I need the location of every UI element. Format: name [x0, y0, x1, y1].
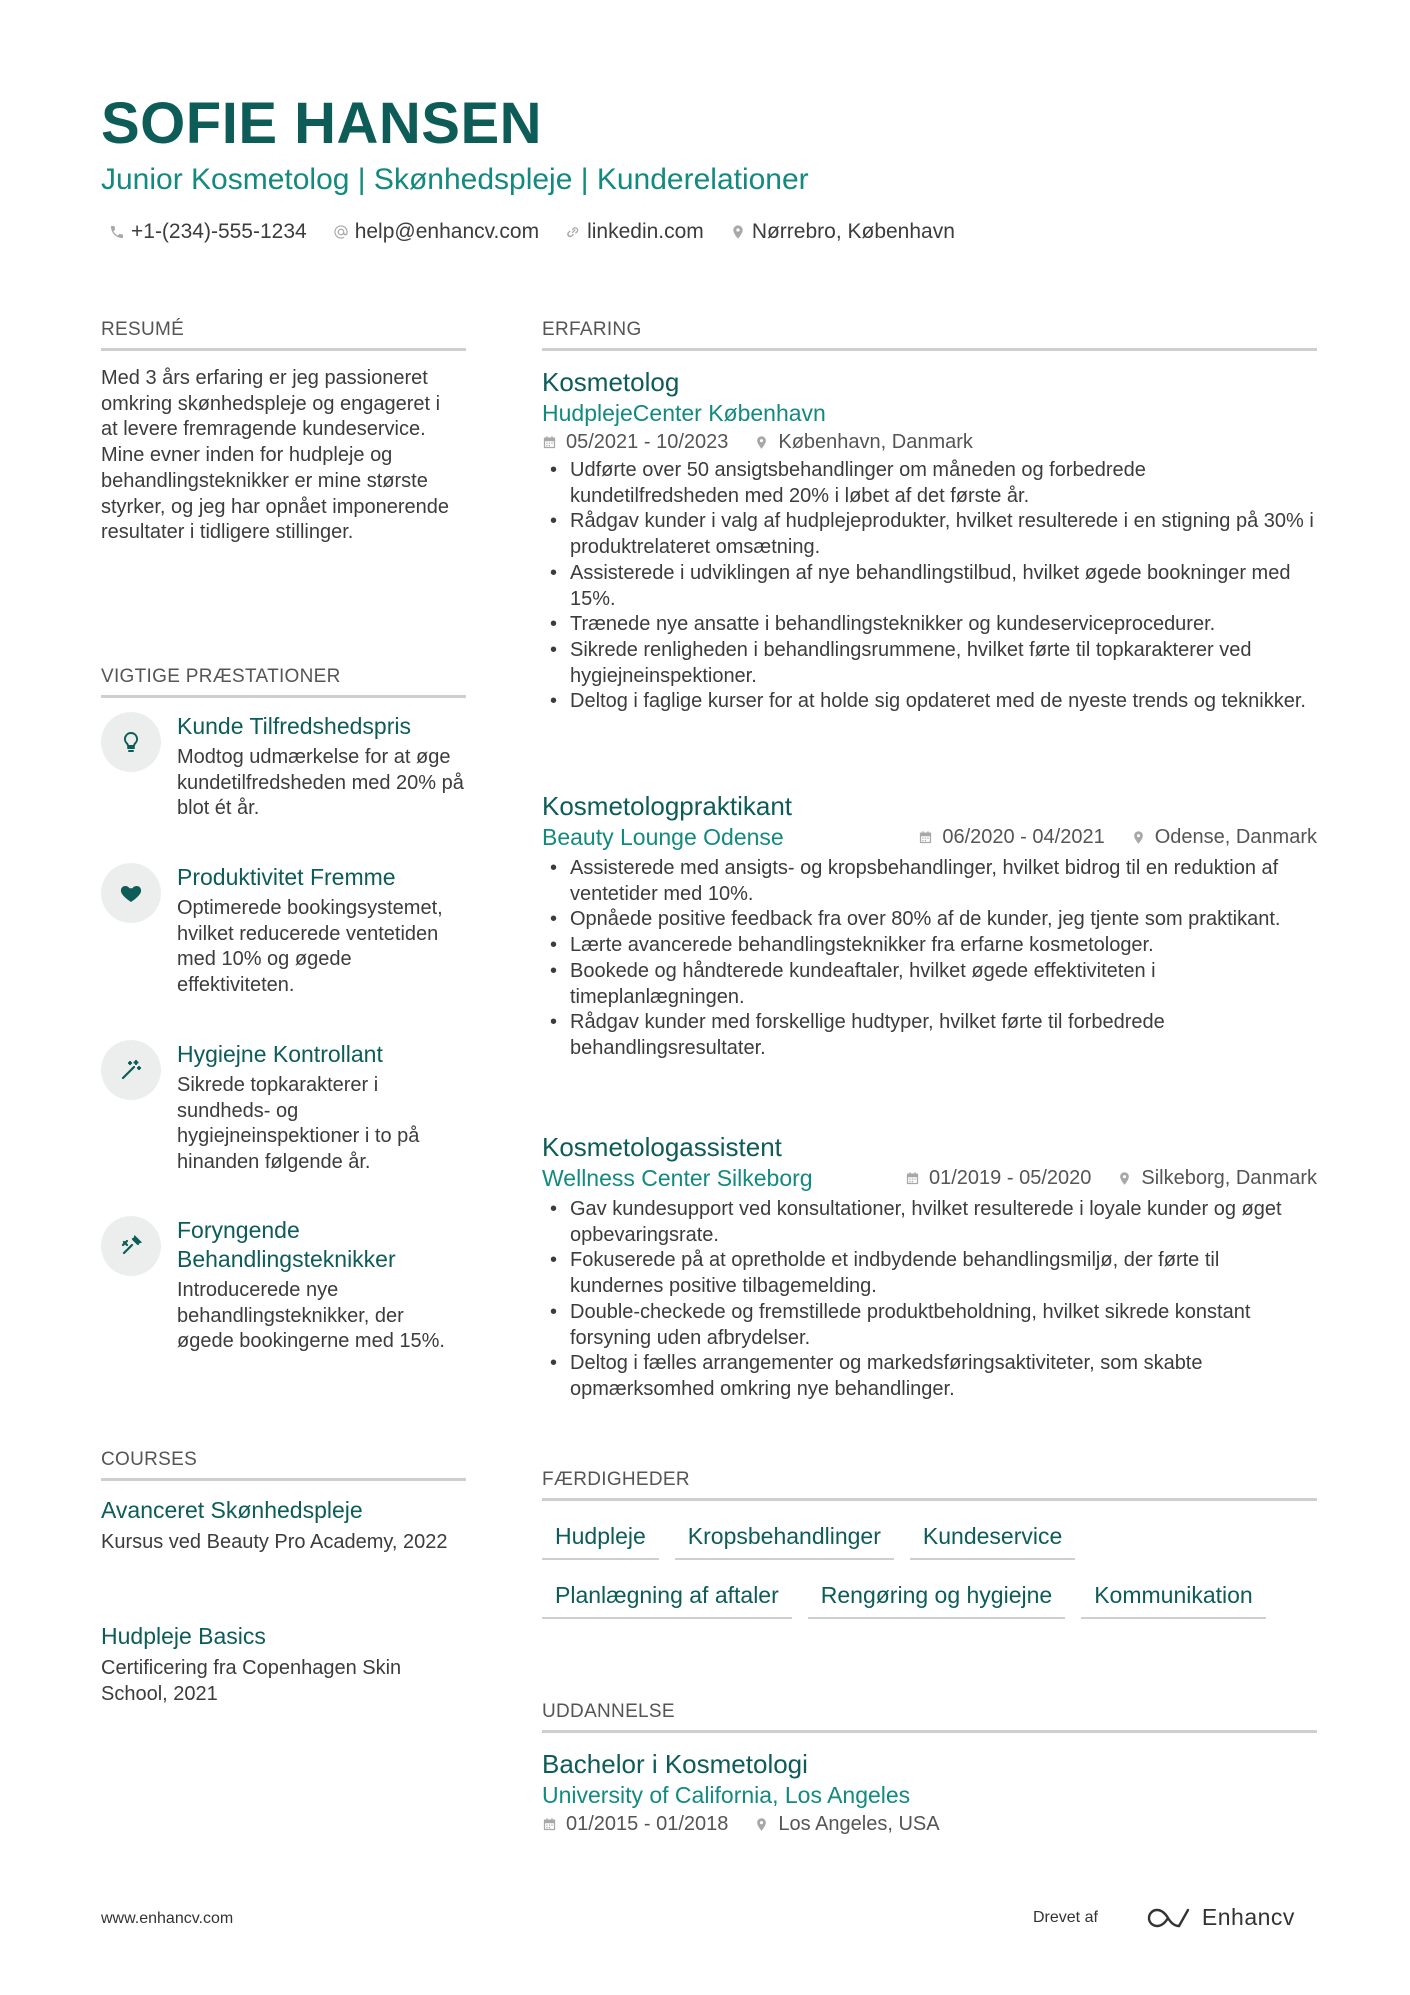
bullet-item: • Deltog i fælles arrangementer og markedsføringsaktiviteter, som skabte opmærksomhed omkring nye behandlinger.	[542, 1351, 1317, 1402]
location-pin-icon	[754, 435, 769, 450]
job-company: HudplejeCenter København	[542, 400, 826, 426]
bullet-item: • Assisterede i udviklingen af nye behandlingstilbud, hvilket øgede bookninger med 15%.	[542, 561, 1317, 612]
job-location: Odense, Danmark	[1154, 825, 1317, 848]
job-location: Silkeborg, Danmark	[1141, 1166, 1317, 1189]
location-pin-icon	[754, 1817, 769, 1832]
powered-by-label: Drevet af	[1033, 1908, 1098, 1926]
education-dates: 01/2015 - 01/2018	[566, 1813, 729, 1835]
education-location: Los Angeles, USA	[778, 1813, 940, 1835]
achievement-title: Foryngende Behandlingsteknikker	[177, 1217, 396, 1272]
bullet-item: • Udførte over 50 ansigtsbehandlinger om måneden og forbedrede kundetilfredsheden med 20% i løbet af det første år.	[542, 458, 1317, 509]
skill-tag: Kommunikation	[1081, 1575, 1266, 1619]
link-icon	[565, 224, 581, 240]
school-name: University of California, Los Angeles	[542, 1782, 911, 1808]
job-bullets	[542, 856, 1317, 1062]
achievements-section-title: VIGTIGE PRÆSTATIONER	[101, 665, 466, 698]
job-title: Kosmetologassistent	[542, 1132, 782, 1162]
bullet-item: • Assisterede med ansigts- og kropsbehandlinger, hvilket bidrog til en reduktion af ventetider med 10%.	[542, 856, 1317, 907]
enhancv-logo-text: Enhancv	[1201, 1904, 1295, 1930]
job-company: Wellness Center Silkeborg	[542, 1165, 813, 1191]
course-desc: Certificering fra Copenhagen Skin School, 2021	[101, 1657, 402, 1705]
achievement-icon-badge	[101, 1216, 161, 1276]
contact-email[interactable]	[333, 220, 539, 244]
job-meta	[905, 1167, 1317, 1190]
location-pin-icon	[730, 224, 746, 240]
job-location: København, Danmark	[778, 431, 973, 453]
achievement-icon-badge	[101, 712, 161, 772]
calendar-icon	[905, 1171, 920, 1186]
bullet-item: • Gav kundesupport ved konsultationer, hvilket resulterede i loyale kunder og øget opbevaringsrate.	[542, 1197, 1317, 1248]
email-text: help@enhancv.com	[354, 220, 540, 243]
bullet-item: • Double-checkede og fremstillede produktbeholdning, hvilket sikrede konstant forsyning uden afbrydelser.	[542, 1300, 1317, 1351]
achievement-desc: Introducerede nye behandlingsteknikker, der øgede bookingerne med 15%.	[177, 1279, 445, 1353]
course-title: Hudpleje Basics	[101, 1623, 266, 1649]
achievement-title: Produktivitet Fremme	[177, 864, 396, 890]
enhancv-logo[interactable]	[1146, 1904, 1295, 1931]
course-title: Avanceret Skønhedspleje	[101, 1497, 363, 1523]
education-entry	[542, 1748, 1317, 1836]
courses-section-title: COURSES	[101, 1448, 466, 1481]
job-dates: 05/2021 - 10/2023	[566, 431, 729, 453]
job-bullets	[542, 458, 1317, 715]
candidate-name: SOFIE HANSEN	[101, 91, 543, 156]
bullet-item: • Fokuserede på at opretholde et indbydende behandlingsmiljø, der førte til kundernes positive tilbagemelding.	[542, 1248, 1317, 1299]
job-dates: 01/2019 - 05/2020	[929, 1166, 1092, 1189]
contact-location	[730, 220, 955, 244]
achievement-title: Kunde Tilfredshedspris	[177, 713, 411, 739]
achievement-desc: Modtog udmærkelse for at øge kundetilfredsheden med 20% på blot ét år.	[177, 746, 464, 820]
skill-tag: Hudpleje	[542, 1516, 659, 1560]
bullet-item: • Rådgav kunder i valg af hudplejeprodukter, hvilket resulterede i en stigning på 30% i produktrelateret omsætning.	[542, 509, 1317, 560]
achievement-icon-badge	[101, 1040, 161, 1100]
achievement-desc: Sikrede topkarakterer i sundheds- og hygiejneinspektioner i to på hinanden følgende år.	[177, 1074, 420, 1174]
tools-icon	[119, 1234, 143, 1258]
calendar-icon	[542, 435, 557, 450]
footer-website-link[interactable]: www.enhancv.com	[101, 1910, 234, 1927]
skill-tag: Rengøring og hygiejne	[808, 1575, 1065, 1619]
course-item	[101, 1496, 466, 1556]
phone-text: +1-(234)-555-1234	[131, 220, 307, 243]
location-pin-icon	[1131, 830, 1146, 845]
achievement-desc: Optimerede bookingsystemet, hvilket reducerede ventetiden med 10% og øgede effektiviteten.	[177, 897, 443, 997]
skill-tag: Planlægning af aftaler	[542, 1575, 792, 1619]
course-item	[101, 1622, 466, 1707]
lightbulb-icon	[119, 730, 143, 754]
location-text: Nørrebro, København	[751, 220, 955, 243]
job-entry	[542, 1131, 1317, 1403]
linkedin-text: linkedin.com	[587, 220, 704, 243]
calendar-icon	[542, 1817, 557, 1832]
job-company: Beauty Lounge Odense	[542, 824, 784, 850]
bullet-item: • Opnåede positive feedback fra over 80% af de kunder, jeg tjente som praktikant.	[542, 907, 1317, 933]
degree-title: Bachelor i Kosmetologi	[542, 1749, 808, 1779]
job-bullets	[542, 1197, 1317, 1403]
heart-icon	[119, 881, 143, 905]
magic-wand-icon	[119, 1058, 143, 1082]
enhancv-logo-icon	[1146, 1906, 1192, 1930]
education-meta	[542, 1813, 1317, 1836]
job-entry	[542, 790, 1317, 1062]
achievement-item	[101, 712, 466, 822]
job-entry	[542, 366, 1317, 715]
calendar-icon	[918, 830, 933, 845]
job-dates: 06/2020 - 04/2021	[942, 825, 1105, 848]
at-icon	[333, 224, 349, 240]
achievement-title: Hygiejne Kontrollant	[177, 1041, 383, 1067]
bullet-item: • Bookede og håndterede kundeaftaler, hvilket øgede effektiviteten i timeplanlægningen.	[542, 959, 1317, 1010]
skills-list	[542, 1516, 1322, 1634]
footer-branding	[1033, 1904, 1295, 1931]
achievement-item	[101, 1216, 466, 1355]
contact-bar	[109, 220, 981, 244]
education-section-title: UDDANNELSE	[542, 1700, 1317, 1733]
contact-linkedin[interactable]	[565, 220, 704, 244]
skill-tag: Kropsbehandlinger	[675, 1516, 894, 1560]
bullet-item: • Lærte avancerede behandlingsteknikker fra erfarne kosmetologer.	[542, 933, 1317, 959]
achievement-item	[101, 1040, 466, 1176]
contact-phone	[109, 220, 307, 244]
job-meta	[542, 431, 1317, 454]
achievement-icon-badge	[101, 863, 161, 923]
summary-section-title: RESUMÉ	[101, 318, 466, 351]
job-title: Kosmetolog	[542, 367, 680, 397]
course-desc: Kursus ved Beauty Pro Academy, 2022	[101, 1531, 448, 1553]
job-meta	[918, 826, 1317, 849]
bullet-item: • Sikrede renligheden i behandlingsrummene, hvilket førte til topkarakterer ved hygiejneinspektioner.	[542, 638, 1317, 689]
bullet-item: • Deltog i faglige kurser for at holde sig opdateret med de nyeste trends og teknikker.	[542, 689, 1317, 715]
achievement-item	[101, 863, 466, 999]
phone-icon	[109, 224, 125, 240]
summary-text: Med 3 års erfaring er jeg passioneret omkring skønhedspleje og engageret i at levere fremragende kundeservice. Mine evner inden for hudpleje og behandlingsteknikker er mine største styrker, og jeg har opnået imponerende resultater i tidligere stillinger.	[101, 367, 449, 544]
skills-section-title: FÆRDIGHEDER	[542, 1468, 1317, 1501]
candidate-headline: Junior Kosmetolog | Skønhedspleje | Kunderelationer	[101, 163, 809, 196]
experience-section-title: ERFARING	[542, 318, 1317, 351]
bullet-item: • Trænede nye ansatte i behandlingsteknikker og kundeserviceprocedurer.	[542, 612, 1317, 638]
bullet-item: • Rådgav kunder med forskellige hudtyper, hvilket førte til forbedrede behandlingsresultater.	[542, 1010, 1317, 1061]
location-pin-icon	[1117, 1171, 1132, 1186]
job-title: Kosmetologpraktikant	[542, 791, 793, 821]
skill-tag: Kundeservice	[910, 1516, 1075, 1560]
